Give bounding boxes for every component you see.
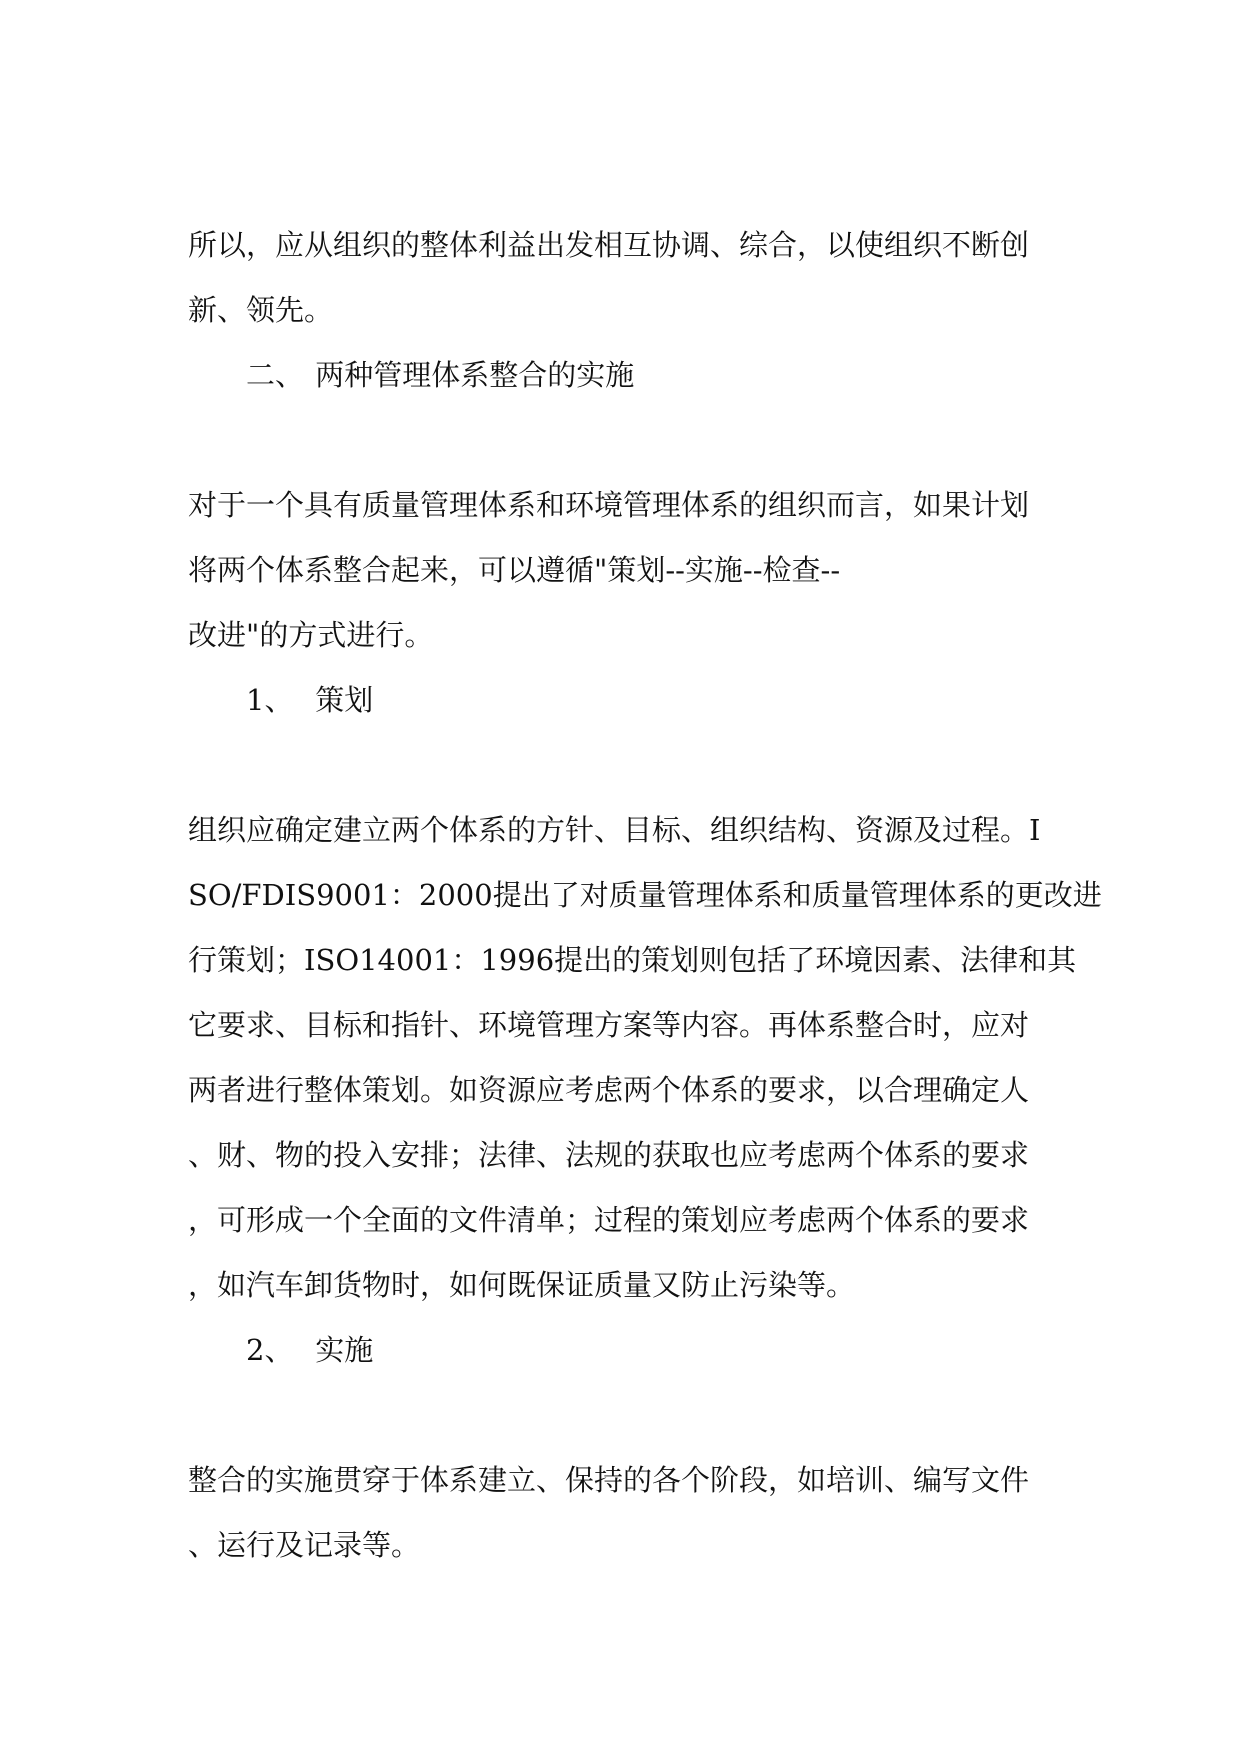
paragraph-line: 两者进行整体策划。如资源应考虑两个体系的要求，以合理确定人 [188,1073,1030,1107]
paragraph-line: ，可形成一个全面的文件清单；过程的策划应考虑两个体系的要求 [188,1203,1030,1237]
paragraph-line: 组织应确定建立两个体系的方针、目标、组织结构、资源及过程。I [188,813,1041,847]
subsection-number: 1、 [246,683,294,717]
subsection-title: 实施 [315,1333,374,1367]
paragraph-line: 将两个体系整合起来，可以遵循"策划--实施--检查-- [188,553,841,587]
paragraph-line: 所以，应从组织的整体利益出发相互协调、综合，以使组织不断创 [188,228,1030,262]
paragraph-line: 新、领先。 [188,293,334,327]
paragraph-line: SO/FDIS9001：2000提出了对质量管理体系和质量管理体系的更改进 [188,878,1102,912]
paragraph-line: 、财、物的投入安排；法律、法规的获取也应考虑两个体系的要求 [188,1138,1030,1172]
subsection-heading [246,1330,373,1370]
subsection-number: 2、 [246,1333,294,1367]
paragraph-line: 改进"的方式进行。 [188,618,434,652]
section-number: 二、 [246,358,305,392]
paragraph-line: ，如汽车卸货物时，如何既保证质量又防止污染等。 [188,1268,856,1302]
paragraph-line: 整合的实施贯穿于体系建立、保持的各个阶段，如培训、编写文件 [188,1463,1030,1497]
paragraph-line: 、运行及记录等。 [188,1528,421,1562]
paragraph-line: 行策划；ISO14001：1996提出的策划则包括了环境因素、法律和其 [188,943,1077,977]
paragraph-line: 它要求、目标和指针、环境管理方案等内容。再体系整合时，应对 [188,1008,1030,1042]
paragraph-line: 对于一个具有质量管理体系和环境管理体系的组织而言，如果计划 [188,488,1030,522]
section-heading [246,355,634,395]
subsection-heading [246,680,373,720]
section-title: 两种管理体系整合的实施 [315,358,635,392]
subsection-title: 策划 [315,683,374,717]
